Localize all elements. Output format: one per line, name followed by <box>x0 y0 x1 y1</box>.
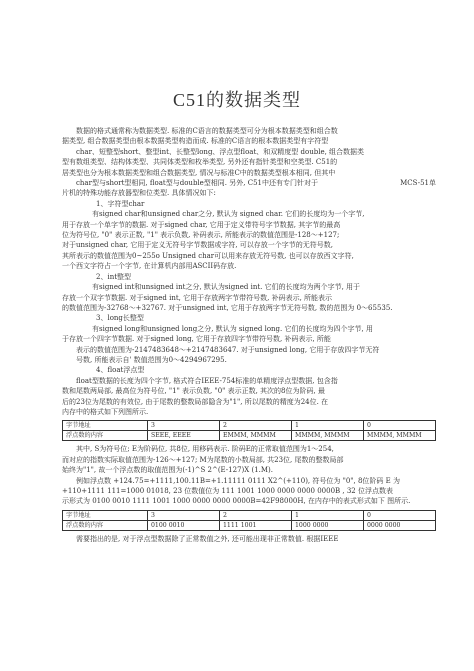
paragraph: 片机的特殊功能存放器型和位类型. 具体情况如下: <box>62 189 216 198</box>
document-body <box>62 126 436 544</box>
table-cell: EMMM, MMMM <box>220 431 292 441</box>
paragraph: 存放一个双字节数据. 对于signed int, 它用于存放两字节带符号数, 补码表示, 所能表示 <box>62 293 333 302</box>
paragraph: 有signed char和unsigned char之分, 默认为 signed char. 它们的长度均为一个字节, <box>92 210 365 219</box>
paragraph: 示形式为 0100 0010 1111 1001 1000 0000 0000 0000B=42F98000H, 在内存中的表式形式如下 图所示. <box>62 497 411 506</box>
paragraph: 一个西文字符占一个字节, 在计算机内部用ASCII码存放. <box>62 262 237 271</box>
paragraph: 其所表示的数值范围为0~255o Unsigned char可以用来存放无符号数, 也可以存放西文字符, <box>62 251 354 260</box>
paragraph: char型与short型相同, float型与double型相同. 另外, C51中还有专门针对于 <box>76 179 318 188</box>
paragraph: 需要指出的是, 对于浮点型数据除了正常数值之外, 还可能出现非正常数值. 根据IEEE <box>76 534 339 543</box>
paragraph: 于存放一个四字节数据. 对于signed long, 它用于存放四字节带符号数, 补码表示, 所能 <box>62 335 331 344</box>
paragraph: 位为符号位, "0" 表示正数, "1" 表示负数, 补码表示, 所能表示的数值范围是-128〜+127; <box>62 231 340 240</box>
paragraph: 据类型, 组合数据类型由根本数据类型构造而成. 标准的C语言的根本数据类型有字符型 <box>62 137 329 146</box>
paragraph: MCS-51单 <box>400 179 436 188</box>
section-heading: 2、int整型 <box>96 272 132 281</box>
table-cell: 0 <box>364 510 436 520</box>
paragraph: 其中, S为符号位; E为阶码位, 共8位, 用移码表示. 阶码E的正常取值范围为1〜254, <box>76 445 334 454</box>
paragraph: +110+1111 111=1000 01018, 23 位数值位为 111 1001 1000 0000 0000 0000B , 32 位浮点数表 <box>62 487 393 495</box>
paragraph: 有signed int和unsigned int之分, 默认为signed int. 它们的长度均为两个字节, 用于 <box>92 283 361 292</box>
paragraph: char、短整型short、整型int、长整型long、浮点型float、和双精度型 double, 组合数据类 <box>76 147 365 156</box>
table-cell: 浮点数的内容 <box>63 431 148 441</box>
table-cell: SEEE, EEEE <box>148 431 220 441</box>
table-cell: 字节地址 <box>63 510 148 520</box>
paragraph: 号数, 所能表示自' 数值范围为0〜4294967295. <box>76 355 227 364</box>
section-heading: 3、long长整型 <box>96 314 144 323</box>
float-example-table <box>62 510 436 531</box>
paragraph: 数据的格式通常称为数据类型. 标准的C语言的数据类型可分为根本数据类型和组合数 <box>76 127 338 135</box>
float-format-table <box>62 420 436 441</box>
table-row <box>63 421 436 431</box>
table-cell: MMMM, MMMM <box>292 431 364 441</box>
section-heading: 1、字符型char <box>96 199 145 208</box>
paragraph: 有signed long和unsigned long之分, 默认为 signed long. 它们的长度均为四个字节, 用 <box>92 324 373 333</box>
table-cell: MMMM, MMMM <box>364 431 436 441</box>
page-title: C51的数据类型 <box>172 90 301 110</box>
table-cell: 0000 0000 <box>364 520 436 530</box>
paragraph: 对于unsigned char, 它用于定义无符号字节数据或字符, 可以存放一个字节的无符号数, <box>62 241 333 250</box>
table-cell: 字节地址 <box>63 421 148 431</box>
paragraph: 例如浮点数 +124.75=+1111,100.11B=+1.11111 0111 X2^(+110), 符号位为 "0", 8位阶码 E 为 <box>76 476 400 485</box>
paragraph: 后的23位为尾数的有效位, 由于尾数的整数局部隐含为"1", 所以尾数的精度为24位. 在 <box>62 397 329 406</box>
table-cell: 1 <box>292 421 364 431</box>
table-cell: 3 <box>148 510 220 520</box>
section-heading: 4、float浮点型 <box>96 366 145 375</box>
table-cell: 浮点数的内容 <box>63 520 148 530</box>
table-cell: 0 <box>364 421 436 431</box>
paragraph: 表示的数值范围为-2147483648〜+2147483647. 对于unsigned long, 它用于存放四字节无符 <box>76 345 380 354</box>
table-cell: 2 <box>220 510 292 520</box>
table-cell: 0100 0010 <box>148 520 220 530</box>
table-cell: 1 <box>292 510 364 520</box>
table-cell: 3 <box>148 421 220 431</box>
table-row <box>63 431 436 441</box>
table-cell: 1111 1001 <box>220 520 292 530</box>
paragraph: 的数值范围为-32768〜+32767. 对于unsigned int, 它用于存放两字节无符号数, 数的范围为 0〜65535. <box>62 303 393 312</box>
paragraph: 用于存放一个单字节的数据. 对于signed char, 它用于定义带符号字节数据, 其字节的最高 <box>62 220 341 229</box>
paragraph-row <box>62 178 436 188</box>
table-row <box>63 510 436 520</box>
table-cell: 2 <box>220 421 292 431</box>
table-cell: 1000 0000 <box>292 520 364 530</box>
paragraph: float型数据的长度为四个字节, 格式符合IEEE-754标准的单精度浮点型数据, 包含指 <box>76 376 338 385</box>
paragraph: 数和尾数两局部, 最高位为符号位, "1" 表示负数, "0" 表示正数, 其次的8位为阶码, 最 <box>62 387 325 396</box>
paragraph: 居类型也分为根本数据类型和组合数据类型, 情况与标准C中的数据类型根本相同, 但其中 <box>62 168 336 177</box>
paragraph: 而对应的指数实际取值范围为-126〜+127; M为尾数的小数局部, 共23位, 尾数的整数局部 <box>62 455 344 464</box>
paragraph: 始终为"1", 故一个浮点数的取值范围为(-1)^S 2^(E-127)X (1.M). <box>62 466 273 475</box>
paragraph: 型有数组类型、结构体类型、共同体类型和枚举类型, 另外还有指针类型和空类型. C51的 <box>62 158 338 167</box>
paragraph: 内存中的格式如下列图所示. <box>62 407 149 416</box>
table-row <box>63 520 436 530</box>
